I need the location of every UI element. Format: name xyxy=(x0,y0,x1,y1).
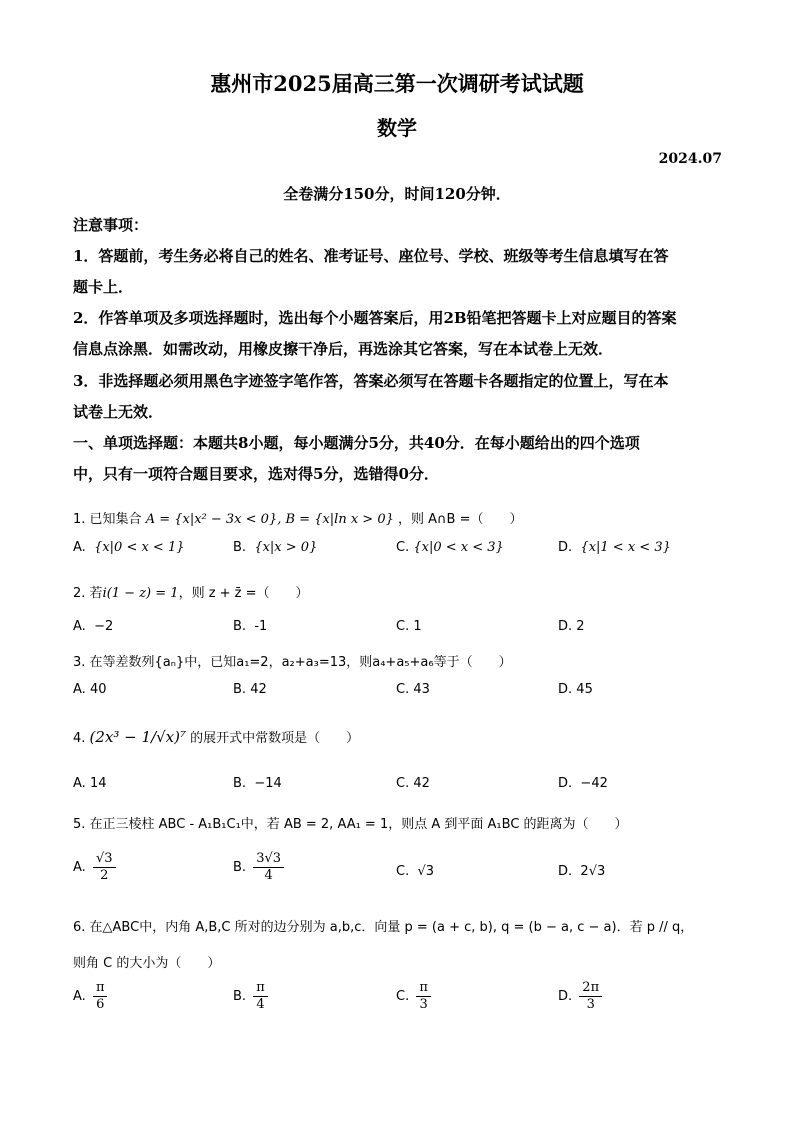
q6-option-b: B. $\frac{\pi}{4}$ xyxy=(233,980,271,1013)
exam-date: 2024.07 xyxy=(658,151,722,167)
q2-option-b: B. -1 xyxy=(233,619,268,634)
exam-title: 惠州市2025届高三第一次调研考试试题 xyxy=(210,71,584,96)
q3-option-c: C. 43 xyxy=(396,682,430,697)
question-suffix: ，则 A∩B =（ ） xyxy=(398,512,523,527)
q3-option-b: B. 42 xyxy=(233,682,267,697)
q4-option-a: A. 14 xyxy=(73,776,107,791)
note-line: 3．非选择题必须用黑色字迹签字笔作答，答案必须写在答题卡各题指定的位置上，写在本 xyxy=(73,372,669,390)
question-4-stem: 4. (2x³ − 1/√x)⁷ 的展开式中常数项是（ ） xyxy=(73,728,360,746)
fraction: $\frac{\pi}{3}$ xyxy=(416,980,431,1013)
q3-option-a: A. 40 xyxy=(73,682,107,697)
question-6-stem-line2: 则角 C 的大小为（ ） xyxy=(73,956,221,971)
fraction: $\frac{3√3}{4}$ xyxy=(253,851,284,884)
question-6-stem-line1: 6. 在△ABC中，内角 A,B,C 所对的边分别为 a,b,c．向量 p = (a + c, b), q = (b − a, c − a)．若 p // q， xyxy=(73,920,694,935)
q2-option-c: C. 1 xyxy=(396,619,422,634)
q2-option-d: D. 2 xyxy=(558,619,585,634)
q1-option-b: B. {x|x > 0} xyxy=(233,540,318,555)
note-line: 试卷上无效． xyxy=(73,403,164,421)
exam-subject: 数学 xyxy=(377,116,417,140)
q2-option-a: A. −2 xyxy=(73,619,114,634)
q5-option-c: C. √3 xyxy=(396,864,435,879)
note-line: 2．作答单项及多项选择题时，选出每个小题答案后，用2B铅笔把答题卡上对应题目的答案 xyxy=(73,309,677,327)
question-3-stem: 3. 在等差数列{aₙ}中，已知a₁=2，a₂+a₃=13，则a₄+a₅+a₆等于（ ） xyxy=(73,655,512,670)
notes-heading: 注意事项： xyxy=(73,216,149,234)
question-math: A = {x|x² − 3x < 0}, B = {x|ln x > 0} xyxy=(145,512,394,527)
fraction: $\frac{√3}{2}$ xyxy=(93,851,116,884)
note-line: 信息点涂黑．如需改动，用橡皮擦干净后，再选涂其它答案，写在本试卷上无效． xyxy=(73,340,614,358)
section-heading-line: 中，只有一项符合题目要求，选对得5分，选错得0分． xyxy=(73,465,439,483)
section-heading-line: 一、单项选择题：本题共8小题，每小题满分5分，共40分．在每小题给出的四个选项 xyxy=(73,434,640,452)
q4-option-d: D. −42 xyxy=(558,776,608,791)
question-1-stem xyxy=(73,508,523,527)
question-2-stem: 2. 若i(1 − z) = 1，则 z + z̄ =（ ） xyxy=(73,586,309,601)
q5-option-a: A. $\frac{√3}{2}$ xyxy=(73,851,119,884)
q6-option-d: D. $\frac{2\pi}{3}$ xyxy=(558,980,605,1013)
q1-option-a: A. {x|0 < x < 1} xyxy=(73,540,185,555)
q3-option-d: D. 45 xyxy=(558,682,593,697)
fraction: $\frac{\pi}{6}$ xyxy=(93,980,108,1013)
q5-option-d: D. 2√3 xyxy=(558,864,606,879)
score-line: 全卷满分150分，时间120分钟． xyxy=(283,185,511,203)
q1-option-d: D. {x|1 < x < 3} xyxy=(558,540,671,555)
note-line: 1．答题前，考生务必将自己的姓名、准考证号、座位号、学校、班级等考生信息填写在答 xyxy=(73,247,669,265)
q6-option-c: C. $\frac{\pi}{3}$ xyxy=(396,980,434,1013)
q4-option-c: C. 42 xyxy=(396,776,430,791)
q4-option-b: B. −14 xyxy=(233,776,282,791)
q6-option-a: A. $\frac{\pi}{6}$ xyxy=(73,980,110,1013)
fraction: $\frac{\pi}{4}$ xyxy=(253,980,268,1013)
fraction: $\frac{2\pi}{3}$ xyxy=(579,980,602,1013)
question-5-stem: 5. 在正三棱柱 ABC - A₁B₁C₁中，若 AB = 2, AA₁ = 1，则点 A 到平面 A₁BC 的距离为（ ） xyxy=(73,817,628,832)
question-prefix: 1. 已知集合 xyxy=(73,512,142,527)
note-line: 题卡上． xyxy=(73,278,134,296)
q1-option-c: C. {x|0 < x < 3} xyxy=(396,540,504,555)
q5-option-b: B. $\frac{3√3}{4}$ xyxy=(233,851,287,884)
